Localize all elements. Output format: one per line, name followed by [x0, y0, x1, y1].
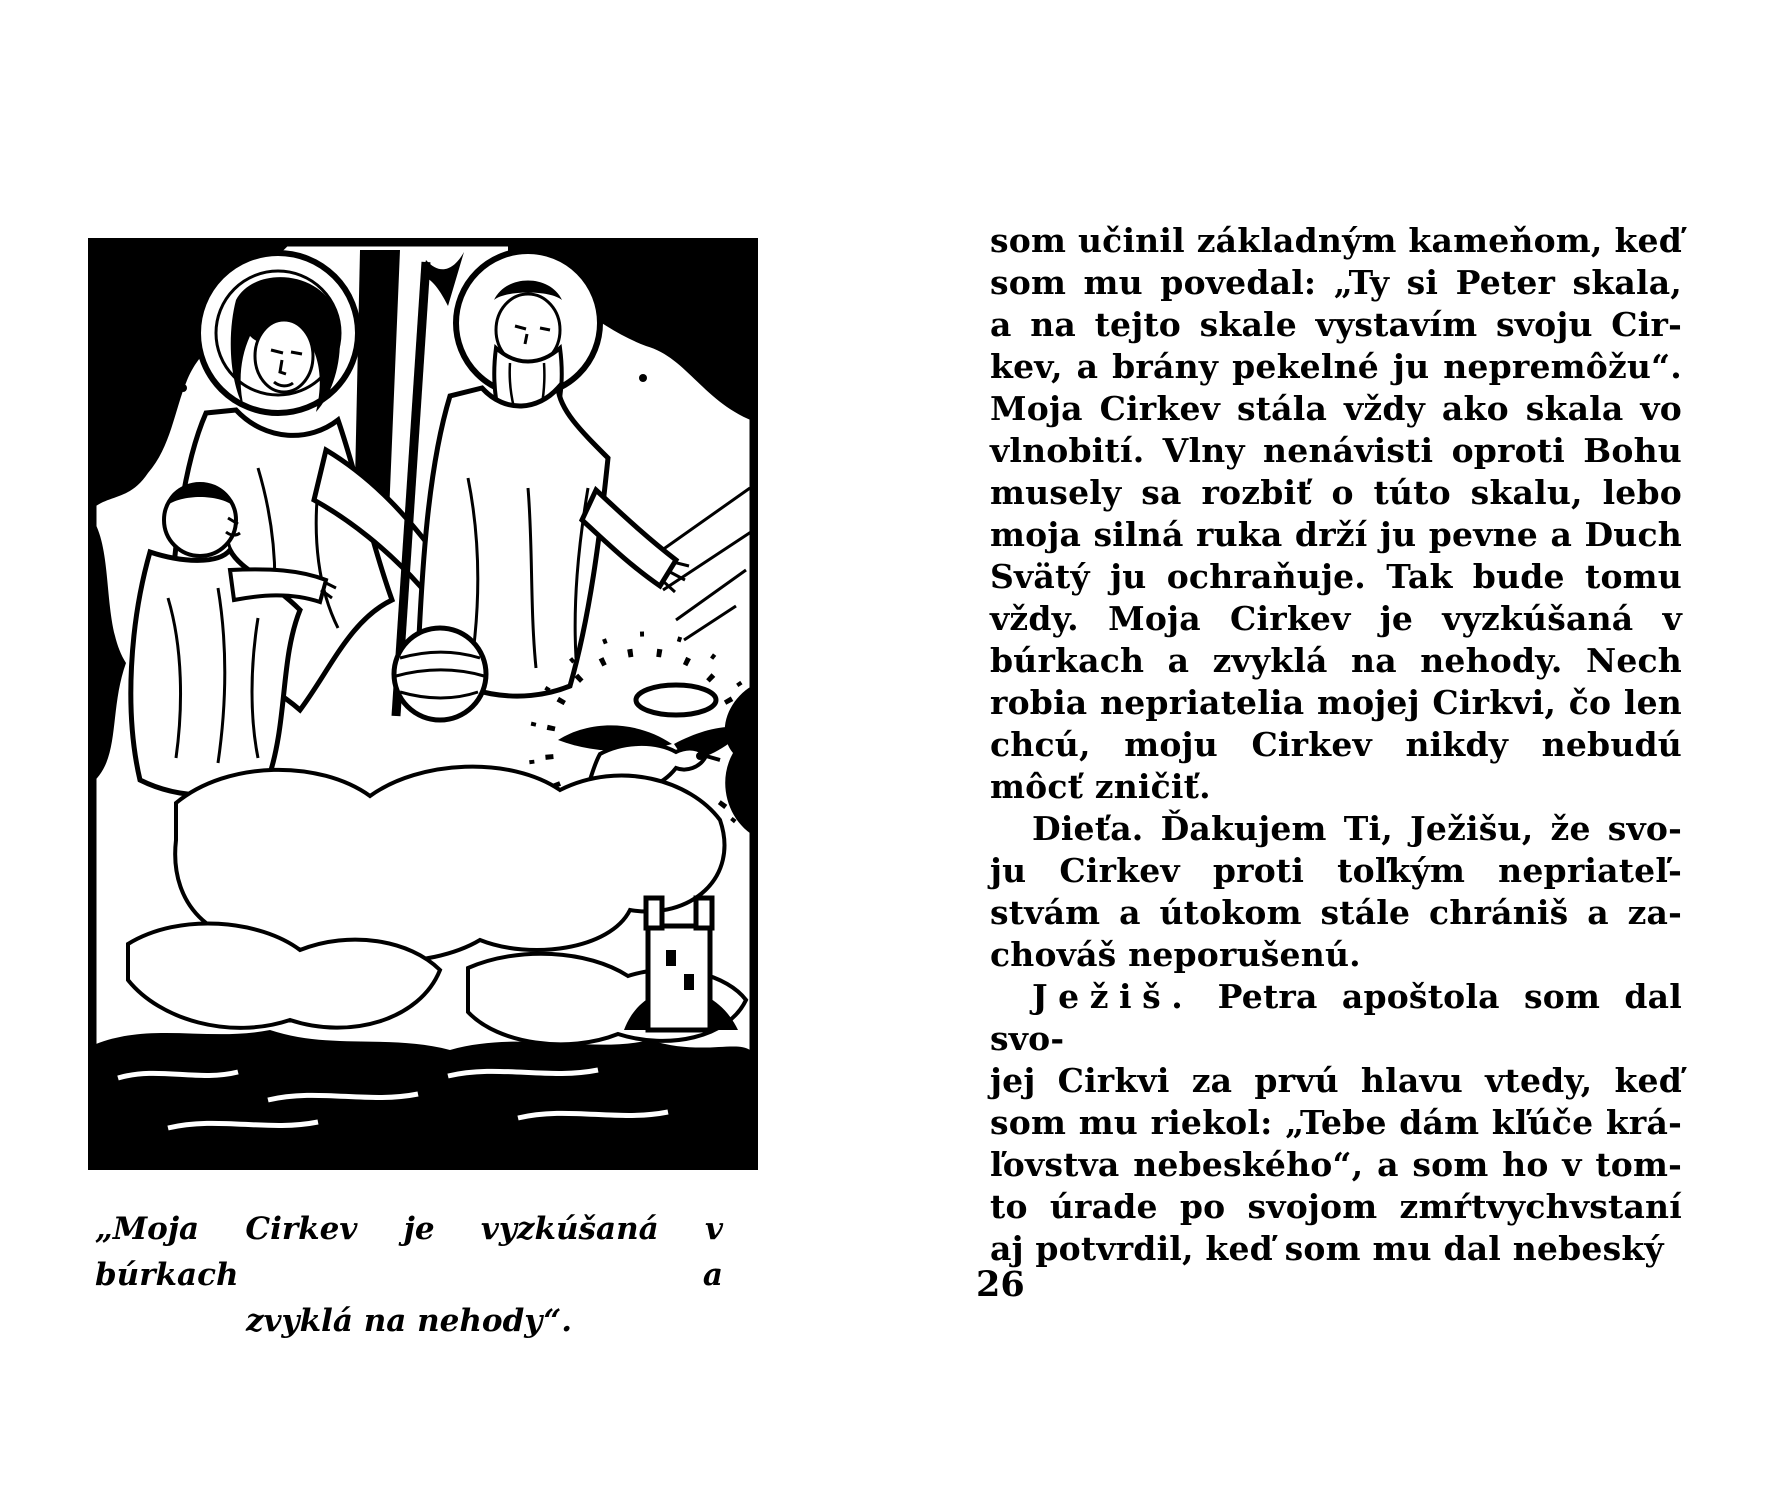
text-line: to úrade po svojom zmŕtvychvstaní	[990, 1187, 1682, 1226]
sea-waves	[96, 1030, 750, 1162]
text-line: Moja Cirkev stála vždy ako skala vo	[990, 389, 1682, 428]
caption-line-2: zvyklá na nehody“.	[245, 1303, 573, 1339]
text-line: Dieťa. Ďakujem Ti, Ježišu, že svo-	[1032, 809, 1682, 848]
speaker-label: Dieťa.	[1032, 809, 1144, 848]
text-line: moja silná ruka drží ju pevne a Duch	[990, 515, 1682, 554]
text-line: jej Cirkvi za prvú hlavu vtedy, keď	[990, 1061, 1682, 1100]
text-line: a na tejto skale vystavím svoju Cir-	[990, 305, 1682, 344]
speaker-label: Ježiš.	[1032, 977, 1194, 1016]
text-column	[990, 220, 1682, 1270]
text-line: búrkach a zvyklá na nehody. Nech	[990, 641, 1682, 680]
illustration-frame	[88, 238, 758, 1170]
text-line: vlnobití. Vlny nenávisti oproti Bohu	[990, 431, 1682, 470]
text-line: som učinil základným kameňom, keď	[990, 221, 1682, 260]
text-line: vždy. Moja Cirkev je vyzkúšaná v	[990, 599, 1682, 638]
text-line: ľovstva nebeského“, a som ho v tom-	[990, 1145, 1682, 1184]
orb	[394, 628, 486, 720]
text-line: kev, a brány pekelné ju nepremôžu“.	[990, 347, 1682, 386]
text-line: môcť zničiť.	[990, 767, 1211, 806]
text-line: aj potvrdil, keď som mu dal nebeský	[990, 1229, 1664, 1268]
illustration-caption	[95, 1206, 723, 1344]
text-line: robia nepriatelia mojej Cirkvi, čo len	[990, 683, 1682, 722]
text-line: som mu riekol: „Tebe dám kľúče krá-	[990, 1103, 1682, 1142]
text-line: Ježiš. Petra apoštola som dal svo-	[990, 977, 1682, 1058]
text-line: ju Cirkev proti toľkým nepriateľ-	[990, 851, 1682, 890]
page-number: 26	[976, 1264, 1025, 1305]
text-line: Svätý ju ochraňuje. Tak bude tomu	[990, 557, 1682, 596]
caption-line-1: „Moja Cirkev je vyzkúšaná v búrkach a	[95, 1211, 723, 1293]
text-line: stvám a útokom stále chrániš a za-	[990, 893, 1682, 932]
text-line: som mu povedal: „Ty si Peter skala,	[990, 263, 1682, 302]
text-line: chcú, moju Cirkev nikdy nebudú	[990, 725, 1682, 764]
text-line: musely sa rozbiť o túto skalu, lebo	[990, 473, 1682, 512]
text-line: chováš neporušenú.	[990, 935, 1361, 974]
trinity-illustration	[88, 238, 758, 1170]
